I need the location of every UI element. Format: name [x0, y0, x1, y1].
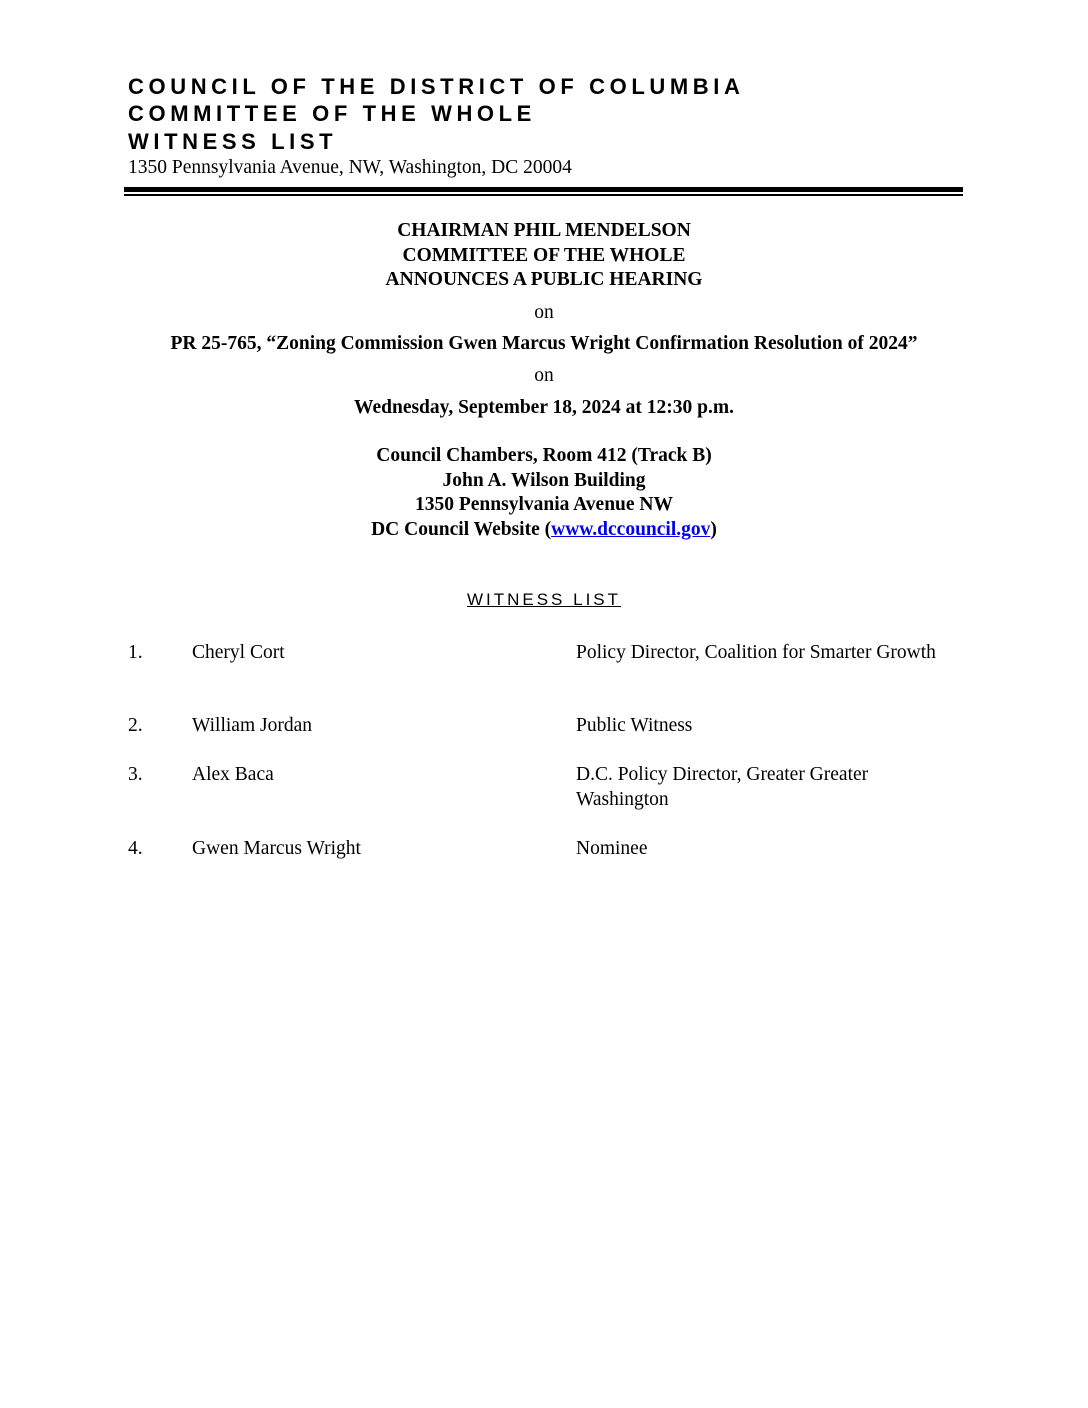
location-address: 1350 Pennsylvania Avenue NW	[414, 494, 674, 515]
announcement-on-1: on	[534, 302, 554, 323]
announcement-hearing: ANNOUNCES A PUBLIC HEARING	[385, 269, 703, 290]
website-prefix: DC Council Website (	[371, 519, 552, 540]
announcement-committee: COMMITTEE OF THE WHOLE	[402, 245, 686, 266]
header-divider-thick	[124, 187, 963, 192]
witness-name: Cheryl Cort	[192, 642, 285, 663]
witness-role: Policy Director, Coalition for Smarter Growth	[576, 642, 936, 663]
witness-list-heading: WITNESS LIST	[466, 590, 622, 609]
location-website	[0, 518, 1088, 543]
header-witness-list-title: WITNESS LIST	[128, 129, 338, 154]
header-council-title: COUNCIL OF THE DISTRICT OF COLUMBIA	[128, 74, 745, 99]
location-room: Council Chambers, Room 412 (Track B)	[376, 445, 712, 466]
header-committee-title: COMMITTEE OF THE WHOLE	[128, 101, 536, 126]
witness-name: Alex Baca	[192, 764, 274, 785]
witness-role: Public Witness	[576, 715, 693, 736]
announcement-on-2: on	[534, 365, 554, 386]
witness-number: 1.	[128, 642, 143, 663]
location-building: John A. Wilson Building	[442, 470, 646, 491]
website-link[interactable]: www.dccouncil.gov	[551, 519, 711, 540]
witness-number: 4.	[128, 838, 143, 859]
resolution-title: PR 25-765, “Zoning Commission Gwen Marcus Wright Confirmation Resolution of 2024”	[170, 333, 918, 354]
witness-number: 2.	[128, 715, 143, 736]
announcement-chairman: CHAIRMAN PHIL MENDELSON	[397, 220, 691, 241]
witness-role: D.C. Policy Director, Greater Greater Washington	[576, 764, 869, 810]
website-suffix: )	[710, 519, 717, 540]
witness-name: Gwen Marcus Wright	[192, 838, 361, 859]
hearing-datetime: Wednesday, September 18, 2024 at 12:30 p.m.	[354, 397, 734, 418]
header-divider-thin	[124, 194, 963, 196]
witness-name: William Jordan	[192, 715, 312, 736]
header-address: 1350 Pennsylvania Avenue, NW, Washington, DC 20004	[128, 157, 572, 178]
witness-number: 3.	[128, 764, 143, 785]
witness-role: Nominee	[576, 838, 648, 859]
